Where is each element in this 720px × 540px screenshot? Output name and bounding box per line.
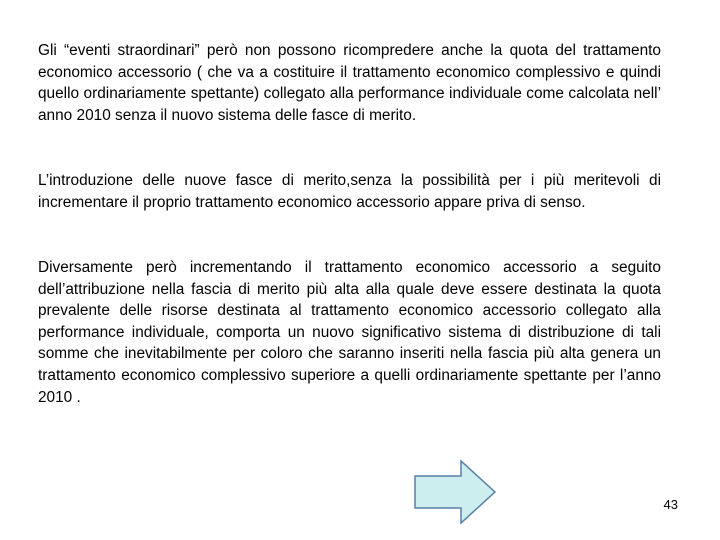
arrow-shape	[415, 461, 495, 523]
paragraph-eventi-straordinari: Gli “eventi straordinari” però non possono ricompredere anche la quota del trattamento economico accessorio ( che va a costituire il trattamento economico complessivo e quindi quello ordinariamente spettante) collegato alla performance individuale come calcolata nell’ anno 2010 senza il nuovo sistema delle fasce di merito.	[38, 42, 661, 124]
page-number: 43	[663, 497, 678, 512]
right-arrow-icon[interactable]	[413, 459, 497, 525]
paragraph-trattamento-accessorio: Diversamente però incrementando il trattamento economico accessorio a seguito dell’attribuzione nella fascia di merito più alta alla quale deve essere destinata la quota prevalente delle risorse destinata al trattamento economico accessorio collegato alla performance individuale, comporta un nuovo significativo sistema di distribuzione di tali somme che inevitabilmente per coloro che saranno inseriti nella fascia più alta genera un trattamento economico complessivo superiore a quelli ordinariamente spettante per l’anno 2010 .	[38, 259, 661, 406]
paragraph-fasce-di-merito: L’introduzione delle nuove fasce di merito,senza la possibilità per i più meritevoli di incrementare il proprio trattamento economico accessorio appare priva di senso.	[38, 172, 661, 211]
